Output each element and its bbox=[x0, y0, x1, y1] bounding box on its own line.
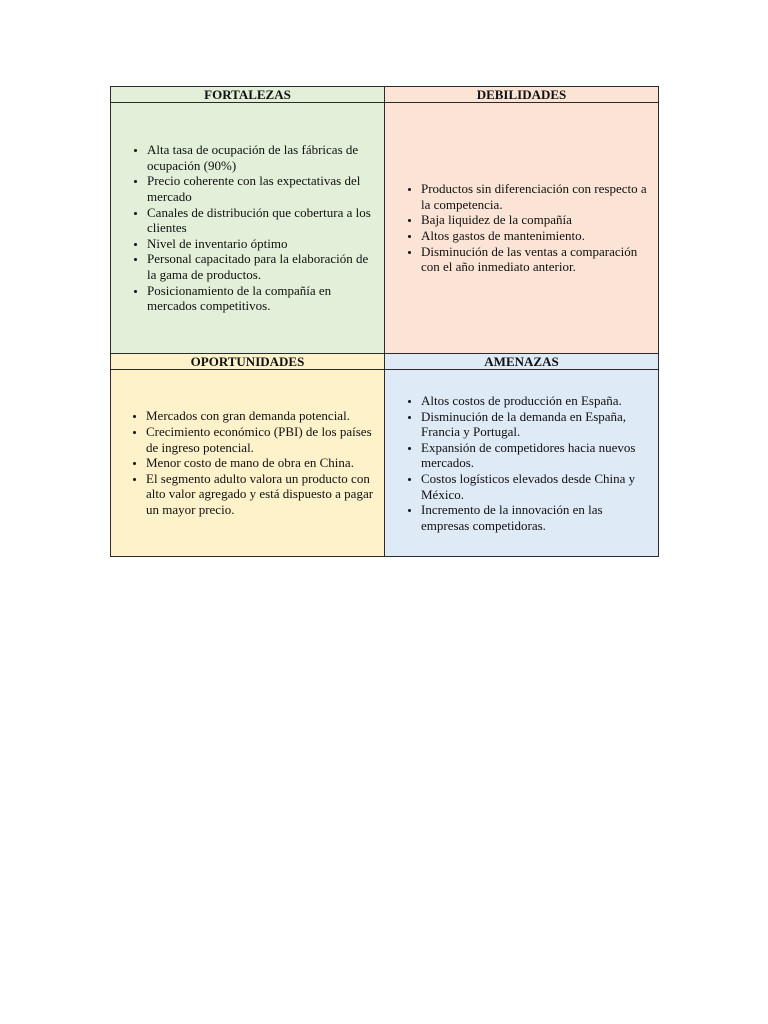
strengths-item: • Posicionamiento de la compañía en mercados competitivos. bbox=[147, 283, 376, 314]
weaknesses-header: DEBILIDADES bbox=[385, 87, 659, 103]
opportunities-cell bbox=[111, 370, 385, 557]
strengths-item: • Canales de distribución que cobertura a los clientes bbox=[147, 205, 376, 236]
opportunities-item: • Mercados con gran demanda potencial. bbox=[146, 408, 376, 424]
strengths-list bbox=[111, 142, 384, 314]
threats-item: • Expansión de competidores hacia nuevos mercados. bbox=[421, 440, 650, 471]
opportunities-item: • Crecimiento económico (PBI) de los países de ingreso potencial. bbox=[146, 424, 376, 455]
strengths-cell bbox=[111, 103, 385, 354]
strengths-item: • Precio coherente con las expectativas del mercado bbox=[147, 173, 376, 204]
weaknesses-item: • Productos sin diferenciación con respecto a la competencia. bbox=[421, 181, 650, 212]
threats-item: • Altos costos de producción en España. bbox=[421, 393, 650, 409]
threats-cell bbox=[385, 370, 659, 557]
opportunities-item: • Menor costo de mano de obra en China. bbox=[146, 455, 376, 471]
strengths-item: • Alta tasa de ocupación de las fábricas de ocupación (90%) bbox=[147, 142, 376, 173]
threats-item: • Incremento de la innovación en las empresas competidoras. bbox=[421, 502, 650, 533]
opportunities-header: OPORTUNIDADES bbox=[111, 354, 385, 370]
threats-header: AMENAZAS bbox=[385, 354, 659, 370]
weaknesses-item: • Altos gastos de mantenimiento. bbox=[421, 228, 650, 244]
threats-item: • Disminución de la demanda en España, Francia y Portugal. bbox=[421, 409, 650, 440]
threats-item: • Costos logísticos elevados desde China y México. bbox=[421, 471, 650, 502]
strengths-item: • Nivel de inventario óptimo bbox=[147, 236, 376, 252]
opportunities-item: • El segmento adulto valora un producto con alto valor agregado y está dispuesto a pagar un mayor precio. bbox=[146, 471, 376, 518]
threats-list bbox=[385, 370, 658, 533]
swot-matrix bbox=[110, 86, 659, 557]
strengths-header: FORTALEZAS bbox=[111, 87, 385, 103]
weaknesses-list bbox=[385, 181, 658, 275]
weaknesses-cell bbox=[385, 103, 659, 354]
weaknesses-item: • Baja liquidez de la compañía bbox=[421, 212, 650, 228]
weaknesses-item: • Disminución de las ventas a comparación con el año inmediato anterior. bbox=[421, 244, 650, 275]
opportunities-list bbox=[111, 408, 384, 517]
strengths-item: • Personal capacitado para la elaboración de la gama de productos. bbox=[147, 251, 376, 282]
